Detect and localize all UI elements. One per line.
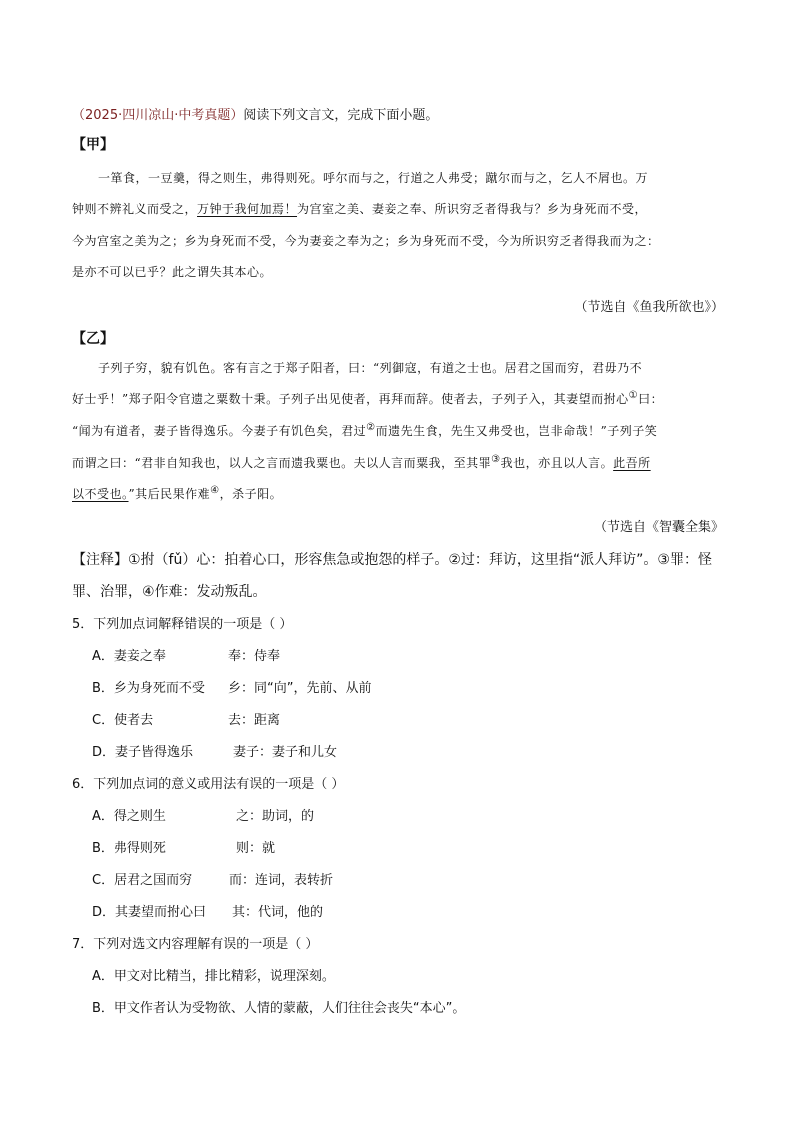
yi-line-5-mid: ”其后民果作难 [128, 487, 211, 501]
jia-line-3: 今为宫室之美为之；乡为身死而不受，今为妻妾之奉为之；乡为身死而不受，今为所识穷乏者得我而为之： [72, 234, 660, 248]
yi-line-4-text: 而谓之曰：“君非自知我也，以人之言而遗我粟也。夫以人言而粟我，至其罪 [72, 456, 492, 470]
jia-line-1: 一箪食，一豆羹，得之则生，弗得则死。呼尔而与之，行道之人弗受；蹴尔而与之，乞人不屑也。万 [98, 171, 649, 185]
question-6-stem: 6．下列加点词的意义或用法有误的一项是（ ） [72, 777, 345, 792]
yi-line-4 [72, 454, 651, 471]
question-5-stem: 5．下列加点词解释错误的一项是（ ） [72, 617, 293, 632]
yi-line-3 [72, 422, 657, 439]
jia-line-2 [72, 200, 647, 217]
q5-option-b[interactable]: B．乡为身死而不受 [92, 681, 205, 696]
q6-option-c-gloss: 而：连词，表转折 [229, 873, 334, 888]
section-yi-label: 【乙】 [72, 331, 114, 347]
jia-underlined-sentence: 万钟于我何加焉！ [197, 202, 298, 216]
question-header [72, 104, 438, 123]
yi-line-3-text: “闻为有道者，妻子皆得逸乐。今妻子有饥色矣，君过 [72, 424, 367, 438]
source-open: （ [72, 108, 86, 123]
q5-option-a-gloss: 奉：侍奉 [228, 649, 281, 664]
yi-line-2-text: 好士乎！”郑子阳令官遗之粟数十秉。子列子出见使者，再拜而辞。使者去，子列子入，其妻望而拊心 [72, 392, 629, 406]
annotation-line-1: 【注释】①拊（fǔ）心：拍着心口，形容焦急或抱怨的样子。②过：拜访，这里指“派人拜访”。③罪：怪 [72, 552, 712, 568]
jia-line-2-post: 为宫室之美、妻妾之奉、所识穷乏者得我与？乡为身死而不受， [297, 202, 648, 216]
q5-option-a[interactable]: A．妻妾之奉 [92, 649, 166, 664]
yi-source: （节选自《智囊全集》 [593, 520, 724, 535]
q6-option-c[interactable]: C．居君之国而穷 [92, 873, 193, 888]
note-ref-3: ③ [491, 454, 501, 465]
yi-line-5-end: ，杀子阳。 [219, 487, 283, 501]
jia-source: （节选自《鱼我所欲也》） [574, 300, 724, 315]
q6-option-d-gloss: 其：代词，他的 [232, 905, 324, 920]
yi-line-2 [72, 390, 663, 407]
q6-option-a-gloss: 之：助词，的 [236, 809, 315, 824]
q6-option-b[interactable]: B．弗得则死 [92, 841, 166, 856]
jia-line-4: 是亦不可以已乎？此之谓失其本心。 [72, 265, 273, 279]
q7-option-b[interactable]: B．甲文作者认为受物欲、人情的蒙蔽，人们往往会丧失“本心”。 [92, 1001, 466, 1016]
q5-option-c-gloss: 去：距离 [228, 713, 281, 728]
source-close: ） [230, 108, 244, 123]
instruction-text: 阅读下列文言文，完成下面小题。 [243, 108, 439, 123]
annotation-line-2: 罪、治罪，④作难：发动叛乱。 [72, 584, 267, 600]
yi-line-3-end: 而遗先生食，先生又弗受也，岂非命哉！”子列子笑 [375, 424, 658, 438]
question-7-stem: 7．下列对选文内容理解有误的一项是（ ） [72, 937, 319, 952]
q5-option-d[interactable]: D．妻子皆得逸乐 [92, 745, 194, 760]
jia-line-2-pre: 钟则不辨礼义而受之， [72, 202, 198, 216]
q5-option-b-gloss: 乡：同“向”，先前、从前 [228, 681, 372, 696]
exam-source-tag: 2025·四川凉山·中考真题 [85, 108, 231, 123]
yi-underlined-sentence-start: 此吾所 [613, 456, 651, 470]
yi-line-4-mid: 我也，亦且以人言。 [500, 456, 614, 470]
yi-line-1: 子列子穷，貌有饥色。客有言之于郑子阳者，曰：“列御寇，有道之士也。居君之国而穷，君毋乃不 [98, 361, 643, 375]
section-jia-label: 【甲】 [72, 137, 114, 153]
q6-option-d[interactable]: D．其妻望而拊心曰 [92, 905, 207, 920]
q7-option-a[interactable]: A．甲文对比精当，排比精彩，说理深刻。 [92, 969, 335, 984]
q5-option-c[interactable]: C．使者去 [92, 713, 154, 728]
q6-option-b-gloss: 则：就 [236, 841, 276, 856]
yi-line-5 [72, 485, 282, 502]
yi-underlined-sentence-end: 以不受也。 [72, 487, 129, 501]
note-ref-1: ① [628, 390, 639, 401]
note-ref-2: ② [366, 422, 376, 433]
q5-option-d-gloss: 妻子：妻子和儿女 [233, 745, 338, 760]
note-ref-4: ④ [210, 485, 220, 496]
yi-line-2-end: 曰： [638, 392, 664, 406]
q6-option-a[interactable]: A．得之则生 [92, 809, 166, 824]
